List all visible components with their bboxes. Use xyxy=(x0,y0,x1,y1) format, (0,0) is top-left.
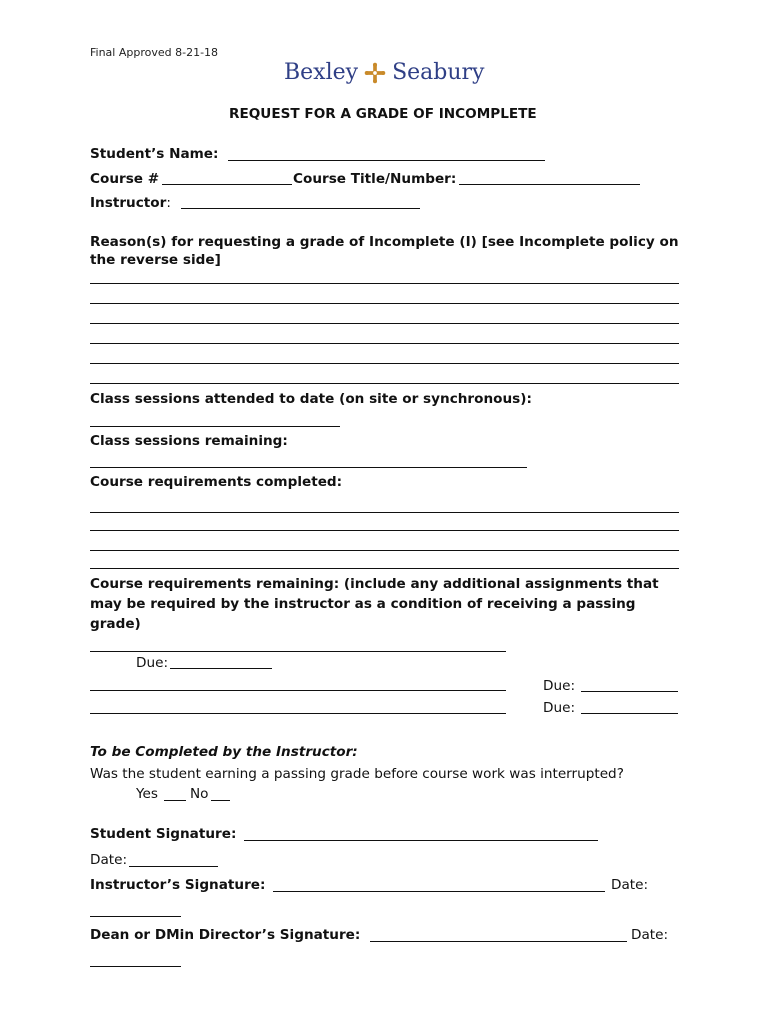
instructor-signature-label: Instructor’s Signature: xyxy=(90,877,266,893)
course-title-label: Course Title/Number: xyxy=(293,171,457,187)
dean-signature-label: Dean or DMin Director’s Signature: xyxy=(90,927,361,943)
remaining-line-1[interactable] xyxy=(90,651,506,652)
reason-line-5[interactable] xyxy=(90,363,679,364)
completed-line-1[interactable] xyxy=(90,512,679,513)
no-option: No xyxy=(190,786,209,802)
student-signature-line[interactable] xyxy=(244,840,598,841)
remaining-line-2[interactable] xyxy=(90,690,506,691)
date-line-2[interactable] xyxy=(90,916,181,917)
sessions-remaining-label: Class sessions remaining: xyxy=(90,433,288,449)
institution-logo xyxy=(284,60,484,85)
cross-icon xyxy=(364,62,386,84)
no-line[interactable] xyxy=(211,800,230,801)
student-name-label: Student’s Name: xyxy=(90,146,219,162)
due-line-3[interactable] xyxy=(581,713,678,714)
completed-line-2[interactable] xyxy=(90,530,679,531)
reason-line-2[interactable] xyxy=(90,303,679,304)
due-line-2[interactable] xyxy=(581,691,678,692)
dean-signature-line[interactable] xyxy=(370,941,627,942)
sessions-remaining-line[interactable] xyxy=(90,467,527,468)
passing-grade-question: Was the student earning a passing grade before course work was interrupted? xyxy=(90,766,624,782)
due-line-1[interactable] xyxy=(170,668,272,669)
date-line-3[interactable] xyxy=(90,966,181,967)
instructor-colon: : xyxy=(166,195,171,211)
instructor-field-label xyxy=(90,194,171,212)
form-title: REQUEST FOR A GRADE OF INCOMPLETE xyxy=(229,106,537,122)
date-label-2: Date: xyxy=(611,877,649,893)
completed-line-3[interactable] xyxy=(90,550,679,551)
reason-label: Reason(s) for requesting a grade of Incomplete (I) [see Incomplete policy on the reverse side] xyxy=(90,234,679,268)
date-label-1: Date: xyxy=(90,852,128,868)
reason-line-4[interactable] xyxy=(90,343,679,344)
instructor-label: Instructor xyxy=(90,195,167,211)
instructor-section-heading: To be Completed by the Instructor: xyxy=(90,744,358,760)
completed-line-4[interactable] xyxy=(90,568,679,569)
logo-text-left: Bexley xyxy=(284,60,359,85)
due-label-1: Due: xyxy=(136,655,169,671)
date-label-3: Date: xyxy=(631,927,669,943)
due-label-2: Due: xyxy=(543,678,576,694)
sessions-attended-label: Class sessions attended to date (on site or synchronous): xyxy=(90,391,532,407)
course-number-label: Course # xyxy=(90,171,160,187)
instructor-line[interactable] xyxy=(181,208,420,209)
instructor-signature-line[interactable] xyxy=(273,891,605,892)
course-number-line[interactable] xyxy=(162,184,292,185)
approval-note: Final Approved 8-21-18 xyxy=(90,46,219,59)
yes-line[interactable] xyxy=(164,800,186,801)
logo-text-right: Seabury xyxy=(392,60,485,85)
student-signature-label: Student Signature: xyxy=(90,826,237,842)
reason-line-1[interactable] xyxy=(90,283,679,284)
due-label-3: Due: xyxy=(543,700,576,716)
student-name-line[interactable] xyxy=(228,160,545,161)
yes-option: Yes xyxy=(136,786,158,802)
reason-line-3[interactable] xyxy=(90,323,679,324)
requirements-remaining-label: Course requirements remaining: (include any additional assignments that may be required by the instructor as a condition of receiving a passing grade) xyxy=(90,576,659,632)
course-title-line[interactable] xyxy=(459,184,640,185)
remaining-line-3[interactable] xyxy=(90,713,506,714)
reason-line-6[interactable] xyxy=(90,383,679,384)
requirements-completed-label: Course requirements completed: xyxy=(90,474,343,490)
date-line-1[interactable] xyxy=(129,866,218,867)
sessions-attended-line[interactable] xyxy=(90,426,340,427)
